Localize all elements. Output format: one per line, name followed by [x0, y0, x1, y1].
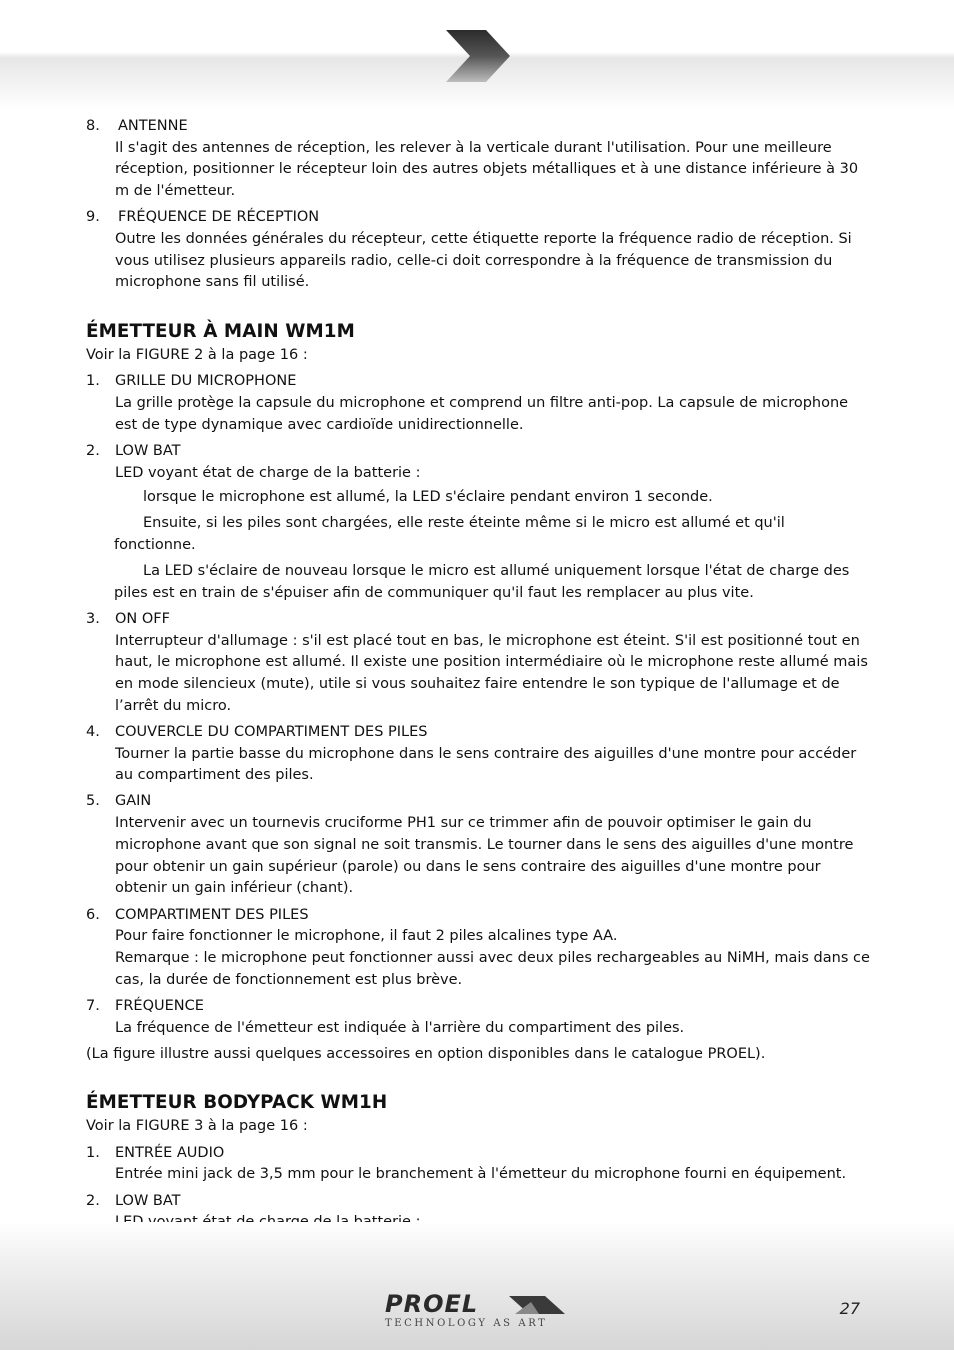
list-item — [86, 791, 870, 900]
bullet-text: Ensuite, si les piles sont chargées, elle reste éteinte même si le micro est allumé et qu'il fonctionne. — [114, 515, 785, 553]
item-title: FRÉQUENCE — [115, 997, 204, 1014]
logo-text: PROEL — [385, 1290, 479, 1318]
item-body: Intervenir avec un tournevis cruciforme PH1 sur ce trimmer afin de pouvoir optimiser le gain du microphone avant que son signal ne soit transmis. Le tourner dans le sens des aiguilles d'une montre pour obtenir un gain supérieur (parole) ou dans le sens contraire des aiguilles d'une montre pour obtenir un gain inférieur (chant). — [115, 815, 854, 897]
item-number: 6. — [86, 906, 100, 923]
item-body: LED voyant état de charge de la batterie : — [115, 464, 421, 481]
item-remark: Remarque : le microphone peut fonctionner aussi avec deux piles rechargeables au NiMH, mais dans ce cas, la durée de fonctionnement est plus brève. — [115, 949, 870, 988]
item-title: GAIN — [115, 793, 152, 810]
item-number: 8. — [86, 118, 100, 134]
bullet-text: lorsque le microphone est allumé, la LED s'éclaire pendant environ 1 seconde. — [143, 488, 713, 505]
list-item — [86, 1143, 870, 1186]
item-body: La grille protège la capsule du microphone et comprend un filtre anti-pop. La capsule de microphone est de type dynamique avec cardioïde unidirectionnelle. — [115, 395, 849, 433]
list-item — [86, 996, 870, 1039]
section-intro: Voir la FIGURE 3 à la page 16 : — [86, 1118, 308, 1135]
item-title: ON OFF — [115, 610, 170, 627]
section-intro: Voir la FIGURE 2 à la page 16 : — [86, 347, 308, 364]
item-body: Tourner la partie basse du microphone dans le sens contraire des aiguilles d'une montre pour accéder au compartiment des piles. — [115, 745, 857, 784]
item-number: 9. — [86, 209, 100, 226]
item-body: Pour faire fonctionner le microphone, il faut 2 piles alcalines type AA. — [115, 928, 618, 945]
item-number: 4. — [86, 723, 100, 740]
item-number: 3. — [86, 610, 100, 627]
item-number: 5. — [86, 793, 100, 810]
item-title: COUVERCLE DU COMPARTIMENT DES PILES — [115, 723, 428, 740]
bullet-text: La LED s'éclaire de nouveau lorsque le micro est allumé uniquement lorsque l'état de charge des piles est en train de s'épuiser afin de communiquer qu'il faut les remplacer au plus vite. — [114, 562, 850, 601]
item-number: 7. — [86, 997, 100, 1014]
item-body: Entrée mini jack de 3,5 mm pour le branchement à l'émetteur du microphone fourni en équipement. — [115, 1166, 847, 1183]
list-item — [86, 207, 870, 294]
page-content — [86, 116, 870, 1238]
list-item — [86, 371, 870, 436]
item-title: LOW BAT — [115, 442, 181, 459]
item-title: COMPARTIMENT DES PILES — [115, 906, 309, 923]
list-item — [86, 722, 870, 787]
list-item — [86, 116, 870, 203]
item-title: ANTENNE — [118, 118, 188, 134]
item-body: Outre les données générales du récepteur, cette étiquette reporte la fréquence radio de réception. Si vous utilisez plusieurs appareils radio, celle-ci doit correspondre à la fréquence de transmission du microphone sans fil utilisé. — [115, 231, 852, 291]
chevron-right-icon — [444, 28, 514, 84]
item-title: FRÉQUENCE DE RÉCEPTION — [118, 209, 320, 226]
item-number: 1. — [86, 373, 100, 390]
page-number: 27 — [839, 1299, 860, 1318]
item-title: GRILLE DU MICROPHONE — [115, 373, 297, 390]
list-item — [86, 441, 870, 484]
item-number: 2. — [86, 1192, 100, 1209]
item-number: 1. — [86, 1144, 100, 1161]
item-number: 2. — [86, 442, 100, 459]
list-item — [86, 609, 870, 718]
logo-arrow-icon — [509, 1294, 567, 1316]
proel-logo — [383, 1290, 573, 1336]
section-heading: ÉMETTEUR BODYPACK WM1H — [86, 1092, 388, 1114]
figure-note: (La figure illustre aussi quelques accessoires en option disponibles dans le catalogue PROEL). — [86, 1045, 766, 1062]
item-title: ENTRÉE AUDIO — [115, 1144, 225, 1161]
section-heading: ÉMETTEUR À MAIN WM1M — [86, 321, 355, 343]
logo-tagline: TECHNOLOGY AS ART — [385, 1318, 548, 1329]
item-title: LOW BAT — [115, 1192, 181, 1209]
item-body: La fréquence de l'émetteur est indiquée à l'arrière du compartiment des piles. — [115, 1019, 685, 1036]
item-body: Il s'agit des antennes de réception, les relever à la verticale durant l'utilisation. Pour une meilleure réception, positionner le récepteur loin des autres objets métalliques et à une distance inférieure à 30 m de l'émetteur. — [115, 139, 859, 200]
item-body: Interrupteur d'allumage : s'il est placé tout en bas, le microphone est éteint. S'il est positionné tout en haut, le microphone est allumé. Il existe une position intermédiaire où le microphone reste allumé mais en mode silencieux (mute), utile si vous souhaitez faire entendre le son typique de l'allumage et de l’arrêt du micro. — [115, 632, 868, 714]
list-item — [86, 905, 870, 992]
